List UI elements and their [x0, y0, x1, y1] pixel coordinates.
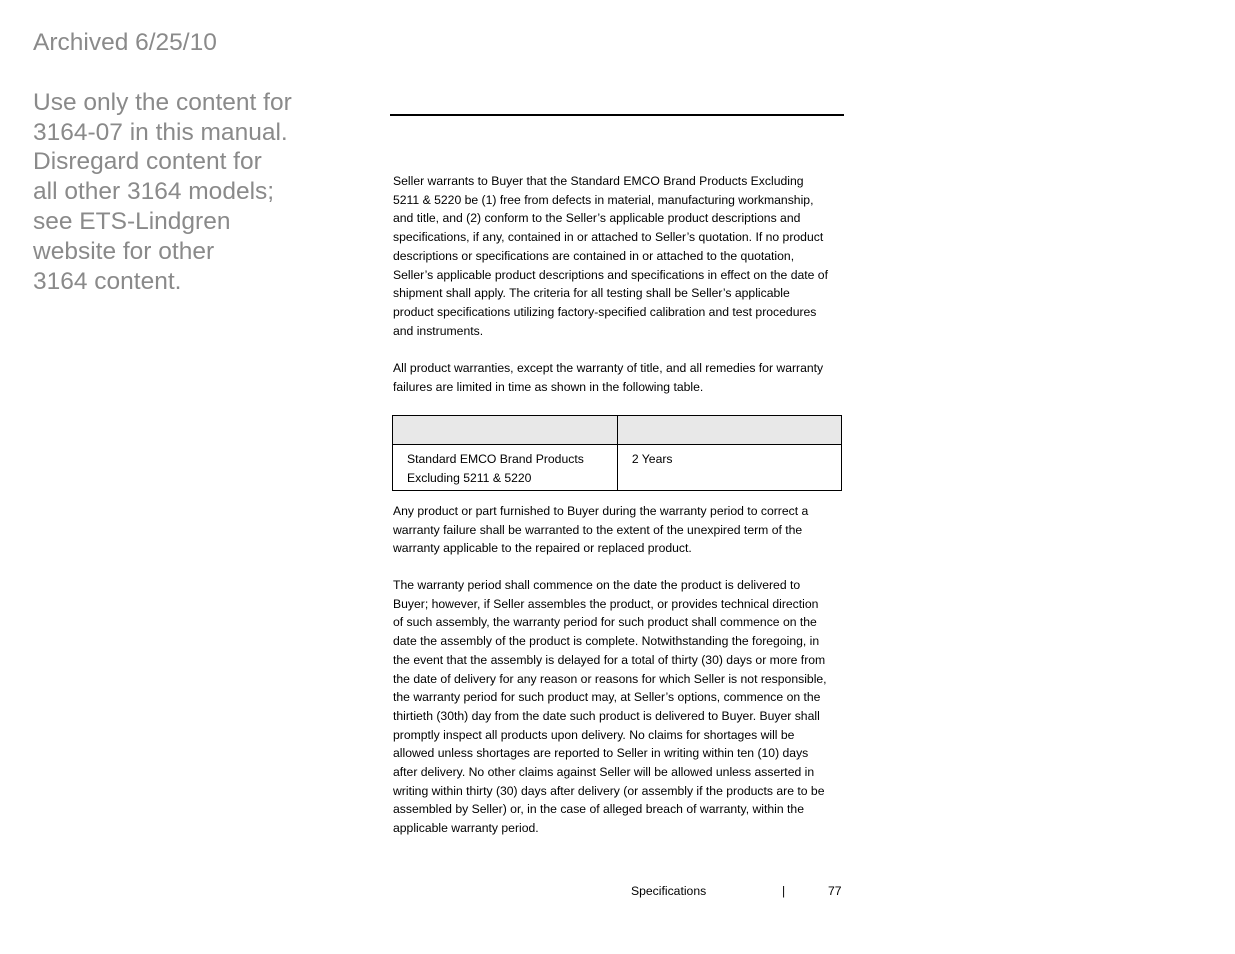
text-line: warranty applicable to the repaired or replaced product. — [393, 541, 692, 556]
archive-instruction-line: see ETS-Lindgren — [33, 207, 231, 235]
text-line: Excluding 5211 & 5220 — [407, 470, 532, 485]
text-line: date the assembly of the product is complete. Notwithstanding the foregoing, in — [393, 634, 820, 649]
section-divider — [390, 114, 844, 116]
archive-instructions — [33, 88, 353, 297]
warranty-paragraph-1 — [393, 172, 843, 340]
table-row — [393, 445, 842, 491]
text-line: the date of delivery for any reason or reasons for which Seller is not responsible, — [393, 671, 827, 686]
text-line: warranty failure shall be warranted to the extent of the unexpired term of the — [393, 522, 803, 537]
footer-separator: | — [782, 884, 786, 898]
text-line: specifications, if any, contained in or attached to Seller’s quotation. If no product — [393, 230, 824, 245]
text-line: failures are limited in time as shown in the following table. — [393, 379, 704, 394]
text-line: Any product or part furnished to Buyer during the warranty period to correct a — [393, 504, 809, 518]
text-line: promptly inspect all products upon delivery. No claims for shortages will be — [393, 727, 795, 742]
warranty-paragraph-4 — [393, 576, 843, 838]
text-line: 5211 & 5220 be (1) free from defects in material, manufacturing workmanship, — [393, 192, 814, 207]
archive-notice — [33, 28, 353, 296]
text-line: the warranty period for such product may, at Seller’s options, commence on the — [393, 690, 821, 705]
text-line: descriptions or specifications are contained in or attached to the quotation, — [393, 248, 795, 263]
text-line: assembled by Seller) or, in the case of alleged breach of warranty, within the — [393, 802, 804, 817]
text-line: All product warranties, except the warranty of title, and all remedies for warranty — [393, 361, 824, 375]
text-line: applicable warranty period. — [393, 821, 539, 836]
archive-spacer — [33, 58, 353, 88]
text-line: and title, and (2) conform to the Seller’s applicable product descriptions and — [393, 211, 801, 226]
warranty-period-table — [392, 415, 842, 491]
archive-date: Archived 6/25/10 — [33, 29, 217, 56]
text-line: allowed unless shortages are reported to Seller in writing within ten (10) days — [393, 746, 809, 761]
archive-instruction-line: website for other — [33, 237, 215, 265]
archive-instruction-line: all other 3164 models; — [33, 178, 275, 206]
archive-instruction-line: 3164 content. — [33, 267, 182, 295]
text-line: the event that the assembly is delayed for a total of thirty (30) days or more from — [393, 652, 826, 667]
archive-instruction-line: Disregard content for — [33, 148, 262, 176]
text-line: product specifications utilizing factory-specified calibration and test procedures — [393, 304, 817, 319]
text-line: of such assembly, the warranty period for such product shall commence on the — [393, 615, 817, 630]
footer-page-number: 77 — [828, 884, 842, 898]
table-header-row — [393, 416, 842, 445]
text-line: Standard EMCO Brand Products — [407, 452, 584, 466]
archive-instruction-line: 3164-07 in this manual. — [33, 118, 288, 146]
table-header-period — [617, 416, 841, 445]
text-line: writing within thirty (30) days after delivery (or assembly if the products are to be — [393, 783, 825, 798]
text-line: after delivery. No other claims against Seller will be allowed unless asserted in — [393, 765, 815, 780]
text-line: Buyer; however, if Seller assembles the product, or provides technical direction — [393, 596, 819, 611]
warranty-paragraph-3 — [393, 502, 843, 558]
footer-section-title: Specifications — [631, 884, 707, 898]
table-header-product — [393, 416, 618, 445]
text-line: Seller warrants to Buyer that the Standard EMCO Brand Products Excluding — [393, 174, 804, 188]
table-cell-period: 2 Years — [617, 445, 841, 491]
text-line: shipment shall apply. The criteria for all testing shall be Seller’s applicable — [393, 286, 790, 301]
text-line: Seller’s applicable product descriptions and specifications in effect on the date of — [393, 267, 828, 282]
text-line: thirtieth (30th) day from the date such product is delivered to Buyer. Buyer shall — [393, 708, 820, 723]
archive-instruction-line: Use only the content for — [33, 88, 292, 116]
text-line: The warranty period shall commence on the date the product is delivered to — [393, 578, 801, 592]
text-line: and instruments. — [393, 323, 484, 338]
table-cell-product — [393, 445, 618, 491]
warranty-paragraph-2 — [393, 359, 843, 396]
